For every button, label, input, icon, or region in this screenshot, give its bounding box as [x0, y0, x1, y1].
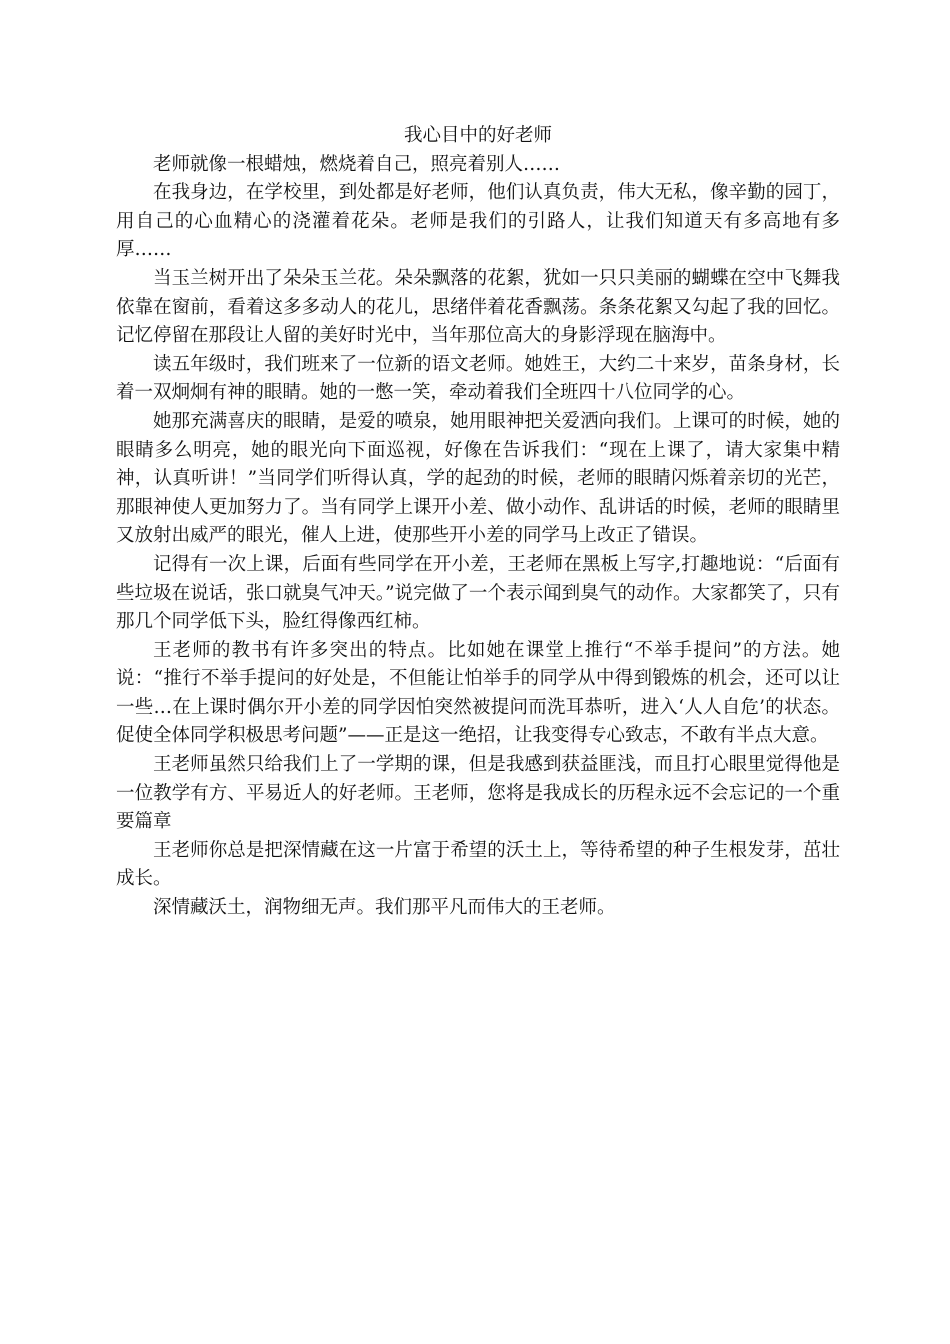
paragraph-2: 在我身边，在学校里，到处都是好老师，他们认真负责，伟大无私，像辛勤的园丁，用自己的心血精心的浇灌着花朵。老师是我们的引路人，让我们知道天有多高地有多厚……: [116, 182, 840, 261]
paragraph-10: 深情藏沃土，润物细无声。我们那平凡而伟大的王老师。: [153, 897, 616, 919]
document-title: 我心目中的好老师: [403, 125, 552, 146]
paragraph-7: 王老师的教书有许多突出的特点。比如她在课堂上推行“不举手提问”的方法。她说：“推行不举手提问的好处是，不但能让怕举手的同学从中得到锻炼的机会，还可以让一些…在上课时偶尔开小差的同学因怕突然被提问而洗耳恭听，进入‘人人自危’的状态。促使全体同学积极思考问题”——正是这一绝招，让我变得专心致志，不敢有半点大意。: [116, 639, 840, 747]
paragraph-9: 王老师你总是把深情藏在这一片富于希望的沃土上，等待希望的种子生根发芽，茁壮成长。: [116, 839, 840, 890]
paragraph-5: 她那充满喜庆的眼睛，是爱的喷泉，她用眼神把关爱洒向我们。上课可的时候，她的眼睛多么明亮，她的眼光向下面巡视，好像在告诉我们：“现在上课了，请大家集中精神，认真听讲！”当同学们听得认真，学的起劲的时候，老师的眼睛闪烁着亲切的光芒，那眼神使人更加努力了。当有同学上课开小差、做小动作、乱讲话的时候，老师的眼睛里又放射出威严的眼光，催人上进，使那些开小差的同学马上改正了错误。: [116, 410, 840, 547]
document-page: [116, 122, 840, 923]
paragraph-8: 王老师虽然只给我们上了一学期的课，但是我感到获益匪浅，而且打心眼里觉得他是一位教学有方、平易近人的好老师。王老师，您将是我成长的历程永远不会忘记的一个重要篇章: [116, 754, 840, 833]
paragraph-3: 当玉兰树开出了朵朵玉兰花。朵朵飘落的花絮，犹如一只只美丽的蝴蝶在空中飞舞我依靠在窗前，看着这多多动人的花儿，思绪伴着花香飘荡。条条花絮又勾起了我的回忆。记忆停留在那段让人留的美好时光中，当年那位高大的身影浮现在脑海中。: [116, 267, 840, 347]
paragraph-6: 记得有一次上课，后面有些同学在开小差，王老师在黑板上写字,打趣地说：“后面有些垃圾在说话，张口就臭气冲天。”说完做了一个表示闻到臭气的动作。大家都笑了，只有那几个同学低下头，脸红得像西红柿。: [116, 553, 840, 633]
paragraph-1: 老师就像一根蜡烛，燃烧着自己，照亮着别人……: [153, 153, 561, 175]
paragraph-4: 读五年级时，我们班来了一位新的语文老师。她姓王，大约二十来岁，苗条身材，长着一双炯炯有神的眼睛。她的一憋一笑，牵动着我们全班四十八位同学的心。: [116, 353, 840, 404]
